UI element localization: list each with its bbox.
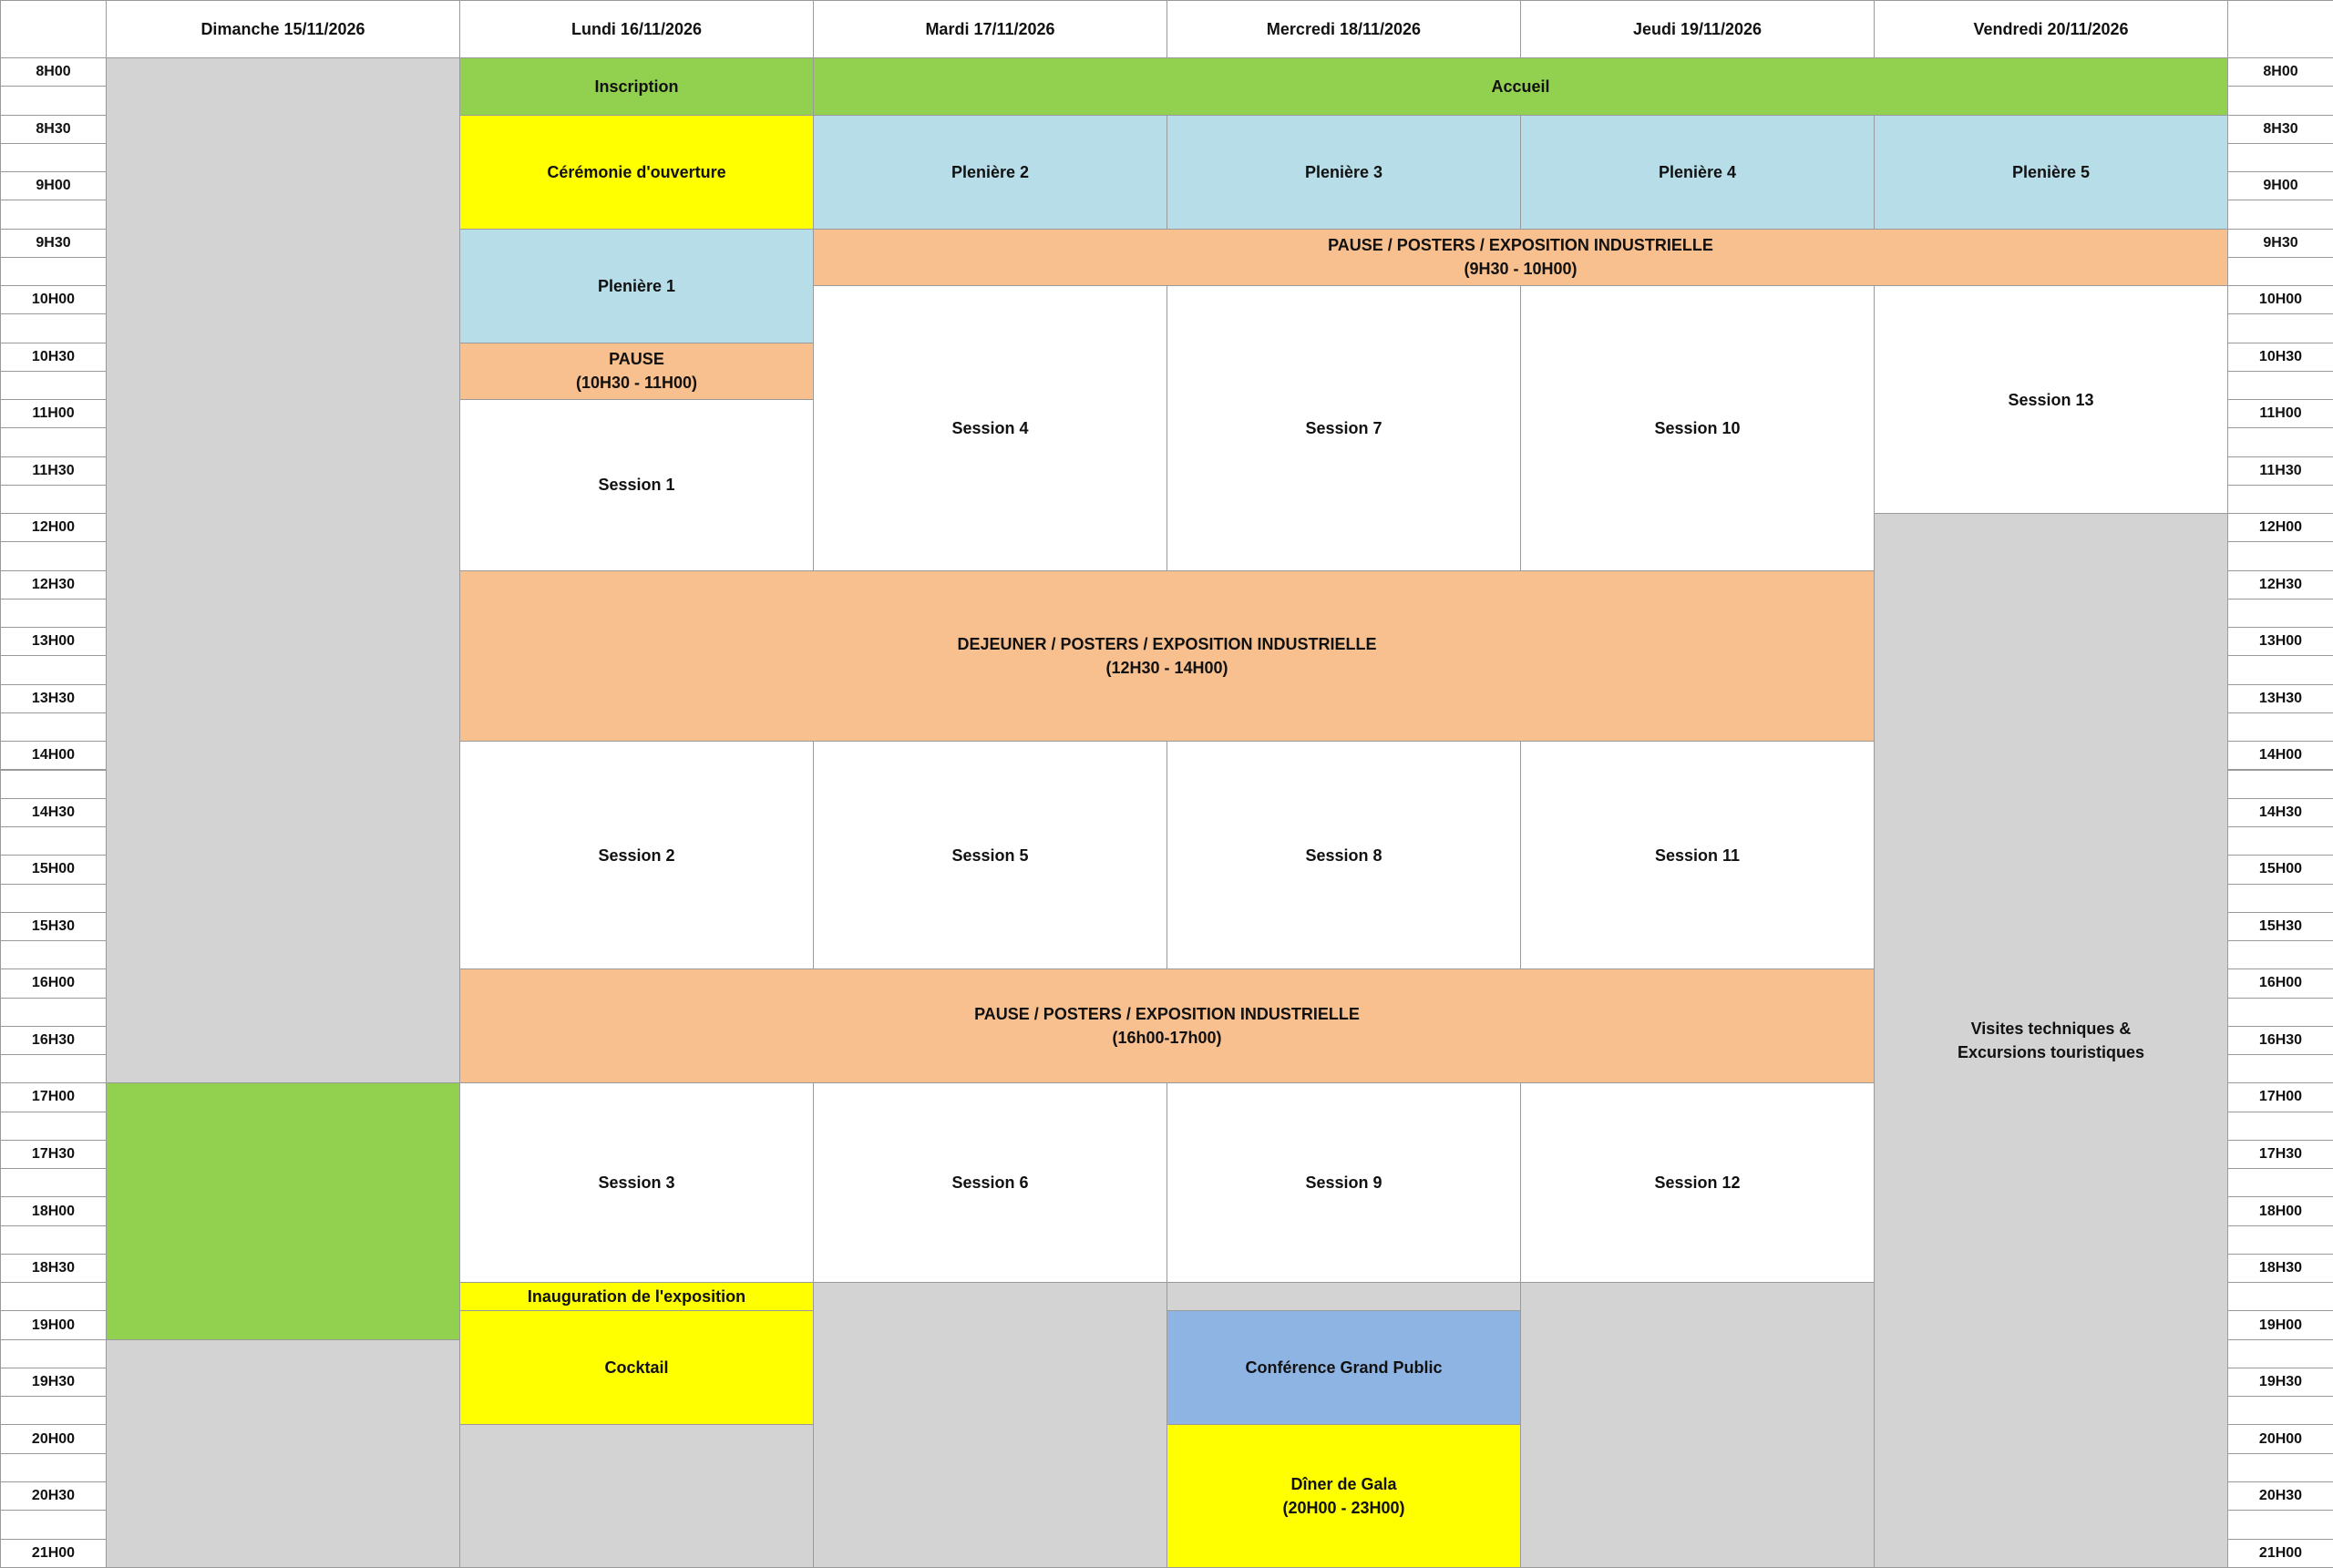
sunday-block bbox=[106, 57, 460, 1083]
time-label-left: 18H30 bbox=[0, 1254, 107, 1283]
time-spacer-left bbox=[0, 86, 107, 115]
time-spacer-left bbox=[0, 1282, 107, 1311]
pause-lundi: PAUSE (10H30 - 11H00) bbox=[459, 343, 814, 401]
time-label-left: 16H00 bbox=[0, 968, 107, 998]
time-label-left: 18H00 bbox=[0, 1196, 107, 1225]
time-spacer-left bbox=[0, 1168, 107, 1197]
day-header-3: Mercredi 18/11/2026 bbox=[1166, 0, 1521, 58]
time-spacer-right bbox=[2227, 1510, 2333, 1539]
time-label-right: 12H30 bbox=[2227, 570, 2333, 600]
day-header-0: Dimanche 15/11/2026 bbox=[106, 0, 460, 58]
time-spacer-left bbox=[0, 826, 107, 856]
session-11: Session 11 bbox=[1520, 741, 1875, 969]
time-spacer-right bbox=[2227, 1396, 2333, 1425]
time-spacer-left bbox=[0, 998, 107, 1027]
time-spacer-left bbox=[0, 599, 107, 628]
session-8: Session 8 bbox=[1166, 741, 1521, 969]
time-spacer-left bbox=[0, 1225, 107, 1255]
time-label-right: 13H00 bbox=[2227, 627, 2333, 656]
pleniere-2: Plenière 2 bbox=[813, 115, 1167, 230]
time-label-left: 10H30 bbox=[0, 343, 107, 372]
inscription: Inscription bbox=[459, 57, 814, 116]
time-spacer-right bbox=[2227, 485, 2333, 514]
time-spacer-left bbox=[0, 427, 107, 456]
visites-techniques: Visites techniques & Excursions touristiques bbox=[1874, 513, 2228, 1568]
conference-grand-public: Conférence Grand Public bbox=[1166, 1310, 1521, 1425]
time-spacer-left bbox=[0, 1112, 107, 1141]
day-header-5: Vendredi 20/11/2026 bbox=[1874, 0, 2228, 58]
time-label-right: 9H30 bbox=[2227, 229, 2333, 258]
time-label-right: 10H00 bbox=[2227, 285, 2333, 314]
session-2: Session 2 bbox=[459, 741, 814, 969]
time-spacer-right bbox=[2227, 655, 2333, 684]
time-label-left: 19H30 bbox=[0, 1368, 107, 1397]
time-spacer-right bbox=[2227, 1339, 2333, 1368]
time-label-right: 20H00 bbox=[2227, 1424, 2333, 1453]
time-spacer-left bbox=[0, 884, 107, 913]
time-label-left: 14H00 bbox=[0, 741, 107, 770]
session-10: Session 10 bbox=[1520, 285, 1875, 571]
time-spacer-right bbox=[2227, 1054, 2333, 1083]
time-spacer-right bbox=[2227, 884, 2333, 913]
sunday-evening-green bbox=[106, 1082, 460, 1339]
pleniere-1: Plenière 1 bbox=[459, 229, 814, 343]
cocktail: Cocktail bbox=[459, 1310, 814, 1425]
time-spacer-right bbox=[2227, 1112, 2333, 1141]
time-spacer-left bbox=[0, 257, 107, 286]
time-label-left: 15H30 bbox=[0, 912, 107, 941]
session-6: Session 6 bbox=[813, 1082, 1167, 1283]
time-label-right: 21H00 bbox=[2227, 1539, 2333, 1568]
time-spacer-right bbox=[2227, 1225, 2333, 1255]
time-label-left: 10H00 bbox=[0, 285, 107, 314]
time-label-left: 8H30 bbox=[0, 115, 107, 144]
time-label-right: 18H30 bbox=[2227, 1254, 2333, 1283]
mercredi-short-grey bbox=[1166, 1282, 1521, 1311]
time-label-right: 12H00 bbox=[2227, 513, 2333, 542]
time-spacer-right bbox=[2227, 826, 2333, 856]
session-4: Session 4 bbox=[813, 285, 1167, 571]
time-label-left: 12H30 bbox=[0, 570, 107, 600]
time-spacer-left bbox=[0, 200, 107, 229]
time-label-left: 11H30 bbox=[0, 456, 107, 486]
time-spacer-right bbox=[2227, 200, 2333, 229]
time-label-left: 17H00 bbox=[0, 1082, 107, 1112]
mardi-late-grey bbox=[813, 1282, 1167, 1568]
time-spacer-left bbox=[0, 1054, 107, 1083]
time-spacer-left bbox=[0, 712, 107, 742]
time-label-right: 9H00 bbox=[2227, 171, 2333, 200]
time-spacer-right bbox=[2227, 599, 2333, 628]
time-label-right: 17H30 bbox=[2227, 1140, 2333, 1169]
diner-de-gala: Dîner de Gala (20H00 - 23H00) bbox=[1166, 1424, 1521, 1567]
session-1: Session 1 bbox=[459, 399, 814, 571]
jeudi-late-grey bbox=[1520, 1282, 1875, 1568]
time-spacer-left bbox=[0, 1453, 107, 1482]
time-label-right: 11H30 bbox=[2227, 456, 2333, 486]
time-label-left: 20H30 bbox=[0, 1481, 107, 1511]
time-label-left: 8H00 bbox=[0, 57, 107, 87]
time-label-right: 8H00 bbox=[2227, 57, 2333, 87]
time-label-left: 13H30 bbox=[0, 684, 107, 713]
time-spacer-right bbox=[2227, 1282, 2333, 1311]
time-label-right: 17H00 bbox=[2227, 1082, 2333, 1112]
day-header-2: Mardi 17/11/2026 bbox=[813, 0, 1167, 58]
time-label-right: 19H00 bbox=[2227, 1310, 2333, 1339]
session-7: Session 7 bbox=[1166, 285, 1521, 571]
lundi-late-grey bbox=[459, 1424, 814, 1567]
time-label-left: 16H30 bbox=[0, 1026, 107, 1055]
time-spacer-left bbox=[0, 143, 107, 172]
time-label-left: 9H30 bbox=[0, 229, 107, 258]
time-label-right: 14H30 bbox=[2227, 798, 2333, 827]
session-13: Session 13 bbox=[1874, 285, 2228, 514]
header-corner-left bbox=[0, 0, 107, 58]
session-3: Session 3 bbox=[459, 1082, 814, 1283]
time-label-left: 19H00 bbox=[0, 1310, 107, 1339]
time-spacer-left bbox=[0, 371, 107, 400]
pause-morning-multi: PAUSE / POSTERS / EXPOSITION INDUSTRIELLE (9H30 - 10H00) bbox=[813, 229, 2228, 287]
time-label-left: 12H00 bbox=[0, 513, 107, 542]
time-label-right: 13H30 bbox=[2227, 684, 2333, 713]
session-9: Session 9 bbox=[1166, 1082, 1521, 1283]
time-label-right: 19H30 bbox=[2227, 1368, 2333, 1397]
pleniere-5: Plenière 5 bbox=[1874, 115, 2228, 230]
day-header-1: Lundi 16/11/2026 bbox=[459, 0, 814, 58]
sunday-late-grey bbox=[106, 1339, 460, 1568]
ceremonie-ouverture: Cérémonie d'ouverture bbox=[459, 115, 814, 230]
time-spacer-left bbox=[0, 313, 107, 343]
time-label-right: 10H30 bbox=[2227, 343, 2333, 372]
time-spacer-right bbox=[2227, 427, 2333, 456]
time-spacer-right bbox=[2227, 86, 2333, 115]
time-spacer-right bbox=[2227, 257, 2333, 286]
pleniere-3: Plenière 3 bbox=[1166, 115, 1521, 230]
time-label-right: 20H30 bbox=[2227, 1481, 2333, 1511]
time-spacer-left bbox=[0, 770, 107, 799]
time-spacer-right bbox=[2227, 371, 2333, 400]
accueil: Accueil bbox=[813, 57, 2228, 116]
time-label-left: 17H30 bbox=[0, 1140, 107, 1169]
time-spacer-left bbox=[0, 1339, 107, 1368]
time-spacer-left bbox=[0, 1510, 107, 1539]
time-label-right: 15H00 bbox=[2227, 855, 2333, 884]
pause-afternoon: PAUSE / POSTERS / EXPOSITION INDUSTRIELLE (16h00-17h00) bbox=[459, 968, 1875, 1083]
time-label-right: 18H00 bbox=[2227, 1196, 2333, 1225]
time-label-left: 9H00 bbox=[0, 171, 107, 200]
time-label-right: 16H30 bbox=[2227, 1026, 2333, 1055]
time-spacer-right bbox=[2227, 712, 2333, 742]
time-label-right: 8H30 bbox=[2227, 115, 2333, 144]
time-spacer-left bbox=[0, 485, 107, 514]
time-label-left: 15H00 bbox=[0, 855, 107, 884]
session-12: Session 12 bbox=[1520, 1082, 1875, 1283]
time-label-right: 11H00 bbox=[2227, 399, 2333, 428]
session-5: Session 5 bbox=[813, 741, 1167, 969]
time-label-right: 15H30 bbox=[2227, 912, 2333, 941]
time-label-left: 11H00 bbox=[0, 399, 107, 428]
dejeuner: DEJEUNER / POSTERS / EXPOSITION INDUSTRIELLE (12H30 - 14H00) bbox=[459, 570, 1875, 743]
header-corner-right bbox=[2227, 0, 2333, 58]
time-label-left: 21H00 bbox=[0, 1539, 107, 1568]
day-header-4: Jeudi 19/11/2026 bbox=[1520, 0, 1875, 58]
time-label-left: 20H00 bbox=[0, 1424, 107, 1453]
time-spacer-right bbox=[2227, 1453, 2333, 1482]
time-spacer-right bbox=[2227, 313, 2333, 343]
time-label-right: 16H00 bbox=[2227, 968, 2333, 998]
pleniere-4: Plenière 4 bbox=[1520, 115, 1875, 230]
time-spacer-left bbox=[0, 940, 107, 969]
time-spacer-left bbox=[0, 655, 107, 684]
inauguration-exposition: Inauguration de l'exposition bbox=[459, 1282, 814, 1311]
time-spacer-right bbox=[2227, 541, 2333, 570]
time-spacer-right bbox=[2227, 143, 2333, 172]
time-spacer-right bbox=[2227, 940, 2333, 969]
time-label-left: 14H30 bbox=[0, 798, 107, 827]
time-label-right: 14H00 bbox=[2227, 741, 2333, 770]
time-spacer-right bbox=[2227, 998, 2333, 1027]
time-spacer-right bbox=[2227, 770, 2333, 799]
time-label-left: 13H00 bbox=[0, 627, 107, 656]
time-spacer-left bbox=[0, 541, 107, 570]
time-spacer-right bbox=[2227, 1168, 2333, 1197]
time-spacer-left bbox=[0, 1396, 107, 1425]
